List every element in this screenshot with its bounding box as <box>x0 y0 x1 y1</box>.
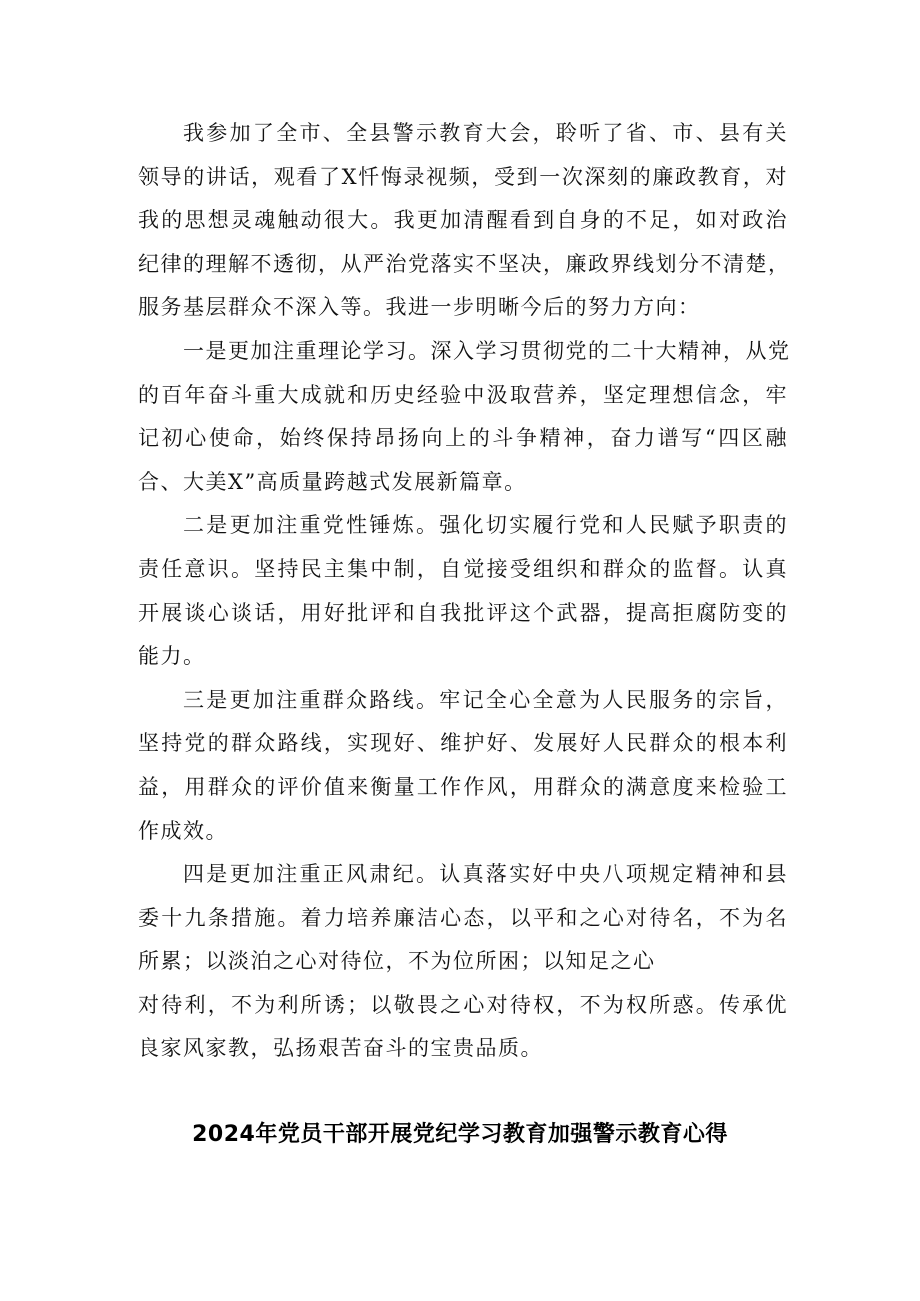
text-line: 开展谈心谈话，用好批评和自我批评这个武器，提高拒腐防变的 <box>138 600 788 625</box>
text-line: 坚持党的群众路线，实现好、维护好、发展好人民群众的根本利 <box>138 731 788 756</box>
text-line: 能力。 <box>138 644 206 669</box>
paragraph-theory-study <box>138 330 791 504</box>
text-line: 三是更加注重群众路线。牢记全心全意为人民服务的宗旨， <box>183 687 788 712</box>
text-line: 我参加了全市、全县警示教育大会，聆听了省、市、县有关 <box>183 121 788 145</box>
text-line: 四是更加注重正风肃纪。认真落实好中央八项规定精神和县 <box>183 862 788 887</box>
text-line: 合、大美X”高质量跨越式发展新篇章。 <box>138 469 527 494</box>
paragraph-party-spirit <box>138 504 788 678</box>
text-line: 服务基层群众不深入等。我进一步明晰今后的努力方向： <box>138 295 701 320</box>
text-line: 益，用群众的评价值来衡量工作作风，用群众的满意度来检验工 <box>138 774 788 799</box>
text-line: 纪律的理解不透彻，从严治党落实不坚决，廉政界线划分不清楚， <box>138 251 791 276</box>
text-line: 二是更加注重党性锤炼。强化切实履行党和人民赋予职责的 <box>183 513 788 538</box>
paragraph-intro <box>138 112 791 330</box>
text-line: 对待利，不为利所诱；以敬畏之心对待权，不为权所惑。传承优 <box>138 992 788 1017</box>
text-line: 我的思想灵魂触动很大。我更加清醒看到自身的不足，如对政治 <box>138 208 788 233</box>
text-line: 良家风家教，弘扬艰苦奋斗的宝贵品质。 <box>138 1036 543 1061</box>
paragraph-mass-line <box>138 679 788 853</box>
paragraph-discipline <box>138 853 788 1071</box>
next-article-title: 2024年党员干部开展党纪学习教育加强警示教育心得 <box>192 1122 728 1147</box>
text-line: 的百年奋斗重大成就和历史经验中汲取营养，坚定理想信念，牢 <box>138 382 788 407</box>
text-line: 一是更加注重理论学习。深入学习贯彻党的二十大精神，从党 <box>183 338 791 363</box>
text-line: 所累；以淡泊之心对待位，不为位所困；以知足之心 <box>138 949 656 974</box>
text-line: 委十九条措施。着力培养廉洁心态，以平和之心对待名，不为名 <box>138 905 788 930</box>
text-line: 记初心使命，始终保持昂扬向上的斗争精神，奋力谱写“四区融 <box>138 426 788 451</box>
document-body <box>138 112 791 1071</box>
text-line: 作成效。 <box>138 818 228 843</box>
text-line: 责任意识。坚持民主集中制，自觉接受组织和群众的监督。认真 <box>138 556 788 581</box>
text-line: 领导的讲话，观看了X忏悔录视频，受到一次深刻的廉政教育，对 <box>138 164 788 189</box>
